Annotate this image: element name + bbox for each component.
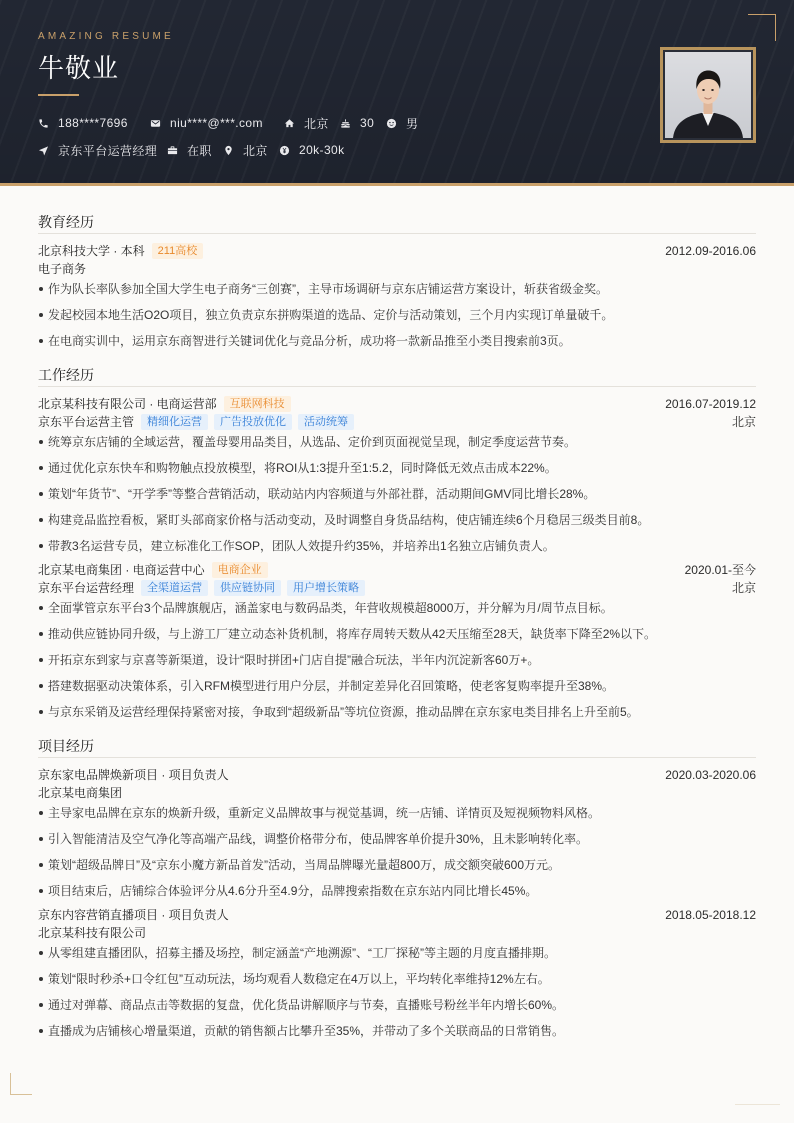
bullet-item bbox=[38, 1021, 756, 1041]
portrait-image bbox=[665, 52, 751, 138]
bullet-dot bbox=[39, 684, 43, 688]
bullet-dot bbox=[39, 837, 43, 841]
project-entry bbox=[38, 906, 756, 1041]
resume-body bbox=[38, 186, 756, 1046]
bullet-text: 策划“限时秒杀+口令红包”互动玩法，场均观看人数稳定在4万以上，平均转化率维持12%左右。 bbox=[48, 972, 550, 986]
resume-tagline: AMAZING RESUME bbox=[38, 31, 174, 42]
info-gender bbox=[386, 115, 418, 131]
location-icon bbox=[223, 145, 234, 156]
work-section bbox=[38, 365, 756, 722]
bullet-item bbox=[38, 855, 756, 875]
bullet-text: 直播成为店铺核心增量渠道，贡献的销售额占比攀升至35%，并带动了多个关联商品的日常销售。 bbox=[48, 1024, 565, 1038]
cake-icon bbox=[340, 118, 351, 129]
intent-position bbox=[38, 142, 157, 158]
bullet-text: 统筹京东店铺的全域运营，覆盖母婴用品类目，从选品、定价到页面视觉呈现，制定季度运营节奏。 bbox=[48, 435, 577, 449]
bullet-dot bbox=[39, 811, 43, 815]
bullet-item bbox=[38, 624, 756, 644]
intent-city bbox=[223, 142, 268, 158]
bullet-text: 通过优化京东快车和购物触点投放模型，将ROI从1:3提升至1:5.2，同时降低无效点击成本22%。 bbox=[48, 461, 557, 475]
intent-salary bbox=[279, 142, 345, 158]
bullet-text: 搭建数据驱动决策体系，引入RFM模型进行用户分层，并制定差异化召回策略，使老客复购率提升至38%。 bbox=[48, 679, 615, 693]
bullet-item bbox=[38, 484, 756, 504]
bullet-dot bbox=[39, 339, 43, 343]
education-entry bbox=[38, 242, 756, 351]
skill-tag: 活动统筹 bbox=[298, 414, 354, 430]
bullet-item bbox=[38, 995, 756, 1015]
info-phone-text: 188****7696 bbox=[58, 116, 128, 130]
briefcase-icon bbox=[167, 145, 178, 156]
gender-icon bbox=[386, 118, 397, 129]
info-age bbox=[340, 115, 374, 131]
bullet-dot bbox=[39, 632, 43, 636]
bullet-item bbox=[38, 702, 756, 722]
entry-title: 北京某科技有限公司 · 电商运营部 bbox=[38, 397, 217, 411]
bullet-item bbox=[38, 803, 756, 823]
bullet-item bbox=[38, 331, 756, 351]
info-phone bbox=[38, 115, 128, 131]
bullet-dot bbox=[39, 1003, 43, 1007]
intent-status-text: 在职 bbox=[187, 143, 212, 158]
bullet-dot bbox=[39, 287, 43, 291]
skill-tag: 用户增长策略 bbox=[287, 580, 365, 596]
bullet-list bbox=[38, 279, 756, 351]
resume-header bbox=[0, 0, 794, 183]
entry-date: 2012.09-2016.06 bbox=[665, 244, 756, 258]
bullet-text: 引入智能清洁及空气净化等高端产品线，调整价格带分布，使品牌客单价提升30%，且未影响转化率。 bbox=[48, 832, 589, 846]
send-icon bbox=[38, 145, 49, 156]
bullet-list bbox=[38, 432, 756, 556]
entry-location: 北京 bbox=[731, 415, 756, 429]
bullet-text: 项目结束后，店铺综合体验评分从4.6分升至4.9分，品牌搜索指数在京东站内同比增长45%。 bbox=[48, 884, 538, 898]
bullet-dot bbox=[39, 606, 43, 610]
footer-decoration-line bbox=[735, 1104, 780, 1105]
bullet-item bbox=[38, 510, 756, 530]
skill-tag: 精细化运营 bbox=[141, 414, 208, 430]
entry-header-row bbox=[38, 906, 756, 924]
entry-date: 2020.03-2020.06 bbox=[665, 768, 756, 782]
entry-date: 2020.01-至今 bbox=[684, 563, 756, 577]
candidate-name: 牛敬业 bbox=[38, 53, 120, 83]
bullet-text: 发起校园本地生活O2O项目，独立负责京东拼购渠道的选品、定价与活动策划，三个月内实现订单量破千。 bbox=[48, 308, 614, 322]
bullet-text: 全面掌管京东平台3个品牌旗舰店，涵盖家电与数码品类，年营收规模超8000万，并分解为月/周节点目标。 bbox=[48, 601, 613, 615]
phone-icon bbox=[38, 118, 49, 129]
bullet-item bbox=[38, 536, 756, 556]
info-age-text: 30 bbox=[360, 116, 375, 130]
entry-title: 北京科技大学 · 本科 bbox=[38, 244, 145, 258]
corner-decoration-top-right bbox=[748, 14, 776, 41]
bullet-text: 在电商实训中，运用京东商智进行关键词优化与竞品分析，成功将一款新品推至小类目搜索前3页。 bbox=[48, 334, 571, 348]
bullet-text: 带教3名运营专员，建立标准化工作SOP，团队人效提升约35%，并培养出1名独立店铺负责人。 bbox=[48, 539, 555, 553]
bullet-text: 与京东采销及运营经理保持紧密对接，争取到“超级新品”等坑位资源，推动品牌在京东家电类目排名上升至前5。 bbox=[48, 705, 639, 719]
entry-position: 京东平台运营主管 bbox=[38, 415, 135, 429]
bullet-list bbox=[38, 598, 756, 722]
project-entry bbox=[38, 766, 756, 901]
projects-section-title: 项目经历 bbox=[38, 736, 756, 758]
intent-status bbox=[167, 142, 212, 158]
bullet-item bbox=[38, 650, 756, 670]
entry-date: 2018.05-2018.12 bbox=[665, 908, 756, 922]
school-tag: 211高校 bbox=[152, 243, 204, 259]
bullet-list bbox=[38, 943, 756, 1041]
bullet-dot bbox=[39, 1029, 43, 1033]
entry-organization: 北京某科技有限公司 bbox=[38, 926, 147, 940]
work-section-title: 工作经历 bbox=[38, 365, 756, 387]
entry-header-row bbox=[38, 242, 756, 260]
bullet-text: 作为队长率队参加全国大学生电子商务“三创赛”，主导市场调研与京东店铺运营方案设计，斩获省级金奖。 bbox=[48, 282, 608, 296]
company-tag: 电商企业 bbox=[212, 562, 268, 578]
bullet-dot bbox=[39, 977, 43, 981]
skill-tag: 供应链协同 bbox=[214, 580, 281, 596]
bullet-text: 策划“超级品牌日”及“京东小魔方新品首发”活动，当周品牌曝光量超800万，成交额突破600万元。 bbox=[48, 858, 561, 872]
entry-title: 京东内容营销直播项目 · 项目负责人 bbox=[38, 908, 229, 922]
entry-subtitle-row bbox=[38, 924, 756, 942]
info-gender-text: 男 bbox=[406, 116, 419, 131]
skill-tag: 全渠道运营 bbox=[141, 580, 208, 596]
work-entry bbox=[38, 395, 756, 556]
mail-icon bbox=[150, 118, 161, 129]
bullet-dot bbox=[39, 863, 43, 867]
corner-decoration-bottom-left bbox=[10, 1073, 32, 1095]
entry-subtitle-row bbox=[38, 260, 756, 278]
entry-subtitle-row bbox=[38, 413, 756, 431]
education-section bbox=[38, 212, 756, 351]
bullet-item bbox=[38, 305, 756, 325]
bullet-item bbox=[38, 432, 756, 452]
entry-location: 北京 bbox=[731, 581, 756, 595]
entry-subtitle-row bbox=[38, 579, 756, 597]
entry-header-row bbox=[38, 561, 756, 579]
intent-city-text: 北京 bbox=[243, 143, 268, 158]
bullet-item bbox=[38, 279, 756, 299]
bullet-dot bbox=[39, 889, 43, 893]
bullet-dot bbox=[39, 492, 43, 496]
entry-organization: 北京某电商集团 bbox=[38, 786, 123, 800]
entry-title: 北京某电商集团 · 电商运营中心 bbox=[38, 563, 205, 577]
intent-position-text: 京东平台运营经理 bbox=[58, 143, 158, 158]
bullet-dot bbox=[39, 313, 43, 317]
home-icon bbox=[284, 118, 295, 129]
work-entry bbox=[38, 561, 756, 722]
bullet-dot bbox=[39, 951, 43, 955]
intent-salary-text: 20k-30k bbox=[299, 143, 345, 157]
bullet-item bbox=[38, 676, 756, 696]
salary-icon bbox=[279, 145, 290, 156]
bullet-dot bbox=[39, 466, 43, 470]
bullet-item bbox=[38, 943, 756, 963]
bullet-dot bbox=[39, 544, 43, 548]
bullet-list bbox=[38, 803, 756, 901]
bullet-text: 推动供应链协同升级，与上游工厂建立动态补货机制，将库存周转天数从42天压缩至28天，缺货率下降至2%以下。 bbox=[48, 627, 657, 641]
bullet-text: 策划“年货节”、“开学季”等整合营销活动，联动站内内容频道与外部社群，活动期间GMV同比增长28%。 bbox=[48, 487, 596, 501]
info-hometown-text: 北京 bbox=[304, 116, 329, 131]
bullet-dot bbox=[39, 710, 43, 714]
bullet-item bbox=[38, 969, 756, 989]
bullet-text: 主导家电品牌在京东的焕新升级，重新定义品牌故事与视觉基调，统一店铺、详情页及短视频物料风格。 bbox=[48, 806, 601, 820]
bullet-dot bbox=[39, 658, 43, 662]
projects-section bbox=[38, 736, 756, 1041]
bullet-text: 构建竞品监控看板，紧盯头部商家价格与活动变动，及时调整自身货品结构，使店铺连续6个月稳居三级类目前8。 bbox=[48, 513, 650, 527]
entry-subtitle-row bbox=[38, 784, 756, 802]
bullet-item bbox=[38, 881, 756, 901]
entry-title: 京东家电品牌焕新项目 · 项目负责人 bbox=[38, 768, 229, 782]
entry-date: 2016.07-2019.12 bbox=[665, 397, 756, 411]
bullet-dot bbox=[39, 518, 43, 522]
entry-major: 电子商务 bbox=[38, 262, 87, 276]
bullet-dot bbox=[39, 440, 43, 444]
profile-photo bbox=[660, 47, 756, 143]
bullet-item bbox=[38, 458, 756, 478]
bullet-text: 开拓京东到家与京喜等新渠道，设计“限时拼团+门店自提”融合玩法，半年内沉淀新客60万+。 bbox=[48, 653, 540, 667]
info-email-text: niu****@***.com bbox=[170, 116, 263, 130]
entry-header-row bbox=[38, 395, 756, 413]
education-section-title: 教育经历 bbox=[38, 212, 756, 234]
name-underline bbox=[38, 94, 79, 96]
info-hometown bbox=[284, 115, 329, 131]
bullet-item bbox=[38, 829, 756, 849]
skill-tag: 广告投放优化 bbox=[214, 414, 292, 430]
company-tag: 互联网科技 bbox=[224, 396, 291, 412]
bullet-text: 通过对弹幕、商品点击等数据的复盘，优化货品讲解顺序与节奏，直播账号粉丝半年内增长60%。 bbox=[48, 998, 565, 1012]
bullet-text: 从零组建直播团队，招募主播及场控，制定涵盖“产地溯源”、“工厂探秘”等主题的月度直播排期。 bbox=[48, 946, 556, 960]
info-email bbox=[150, 115, 263, 131]
bullet-item bbox=[38, 598, 756, 618]
entry-header-row bbox=[38, 766, 756, 784]
entry-position: 京东平台运营经理 bbox=[38, 581, 135, 595]
